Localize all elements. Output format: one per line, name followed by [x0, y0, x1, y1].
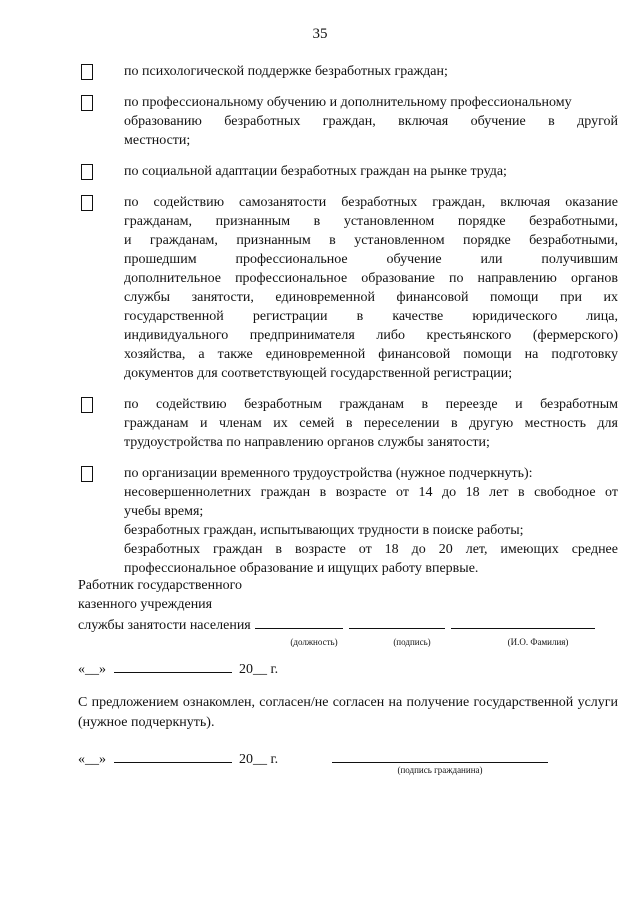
option-text: по организации временного трудоустройства (нужное подчеркнуть): несовершеннолетних граждан в возрасте от 14 до 18 лет в свободное от учебы время; безработных граждан, испытывающих трудности в поиске работы; безработных граждан в возрасте от 18 до 20 лет, имеющих среднее профессиональное образование и ищущих работу впервые.: [124, 466, 618, 576]
date-day: «__»: [78, 752, 106, 767]
option-relocation: [78, 395, 618, 452]
checkbox[interactable]: [81, 64, 93, 80]
full-name-field[interactable]: [451, 614, 595, 629]
option-professional-training: [78, 93, 618, 150]
date-year: 20__ г.: [239, 662, 279, 677]
full-name-caption: (И.О. Фамилия): [507, 637, 569, 647]
option-text: по содействию самозанятости безработных граждан, включая оказание гражданам, признанным в установленном порядке безработными, и гражданам, признанным в установленном порядке безработными, прошедшим профессиональное обучение или получившим дополнительное профессиональное образование по направлению органов службы занятости, единовременной финансовой помощи при их государственной регистрации в качестве юридического лица, индивидуального предпринимателя либо крестьянского (фермерского) хозяйства, а также единовременной финансовой помощи на подготовку документов для соответствующей государственной регистрации;: [124, 195, 618, 381]
date-year: 20__ г.: [239, 752, 279, 767]
worker-date: [78, 658, 278, 678]
worker-title-line-1: Работник государственного: [78, 578, 243, 593]
service-options-list: [78, 62, 618, 587]
option-social-adaptation: [78, 162, 618, 181]
citizen-signature: [332, 748, 548, 776]
option-temporary-employment: [78, 464, 618, 578]
date-month-field[interactable]: [114, 748, 232, 763]
option-text: по социальной адаптации безработных граждан на рынке труда;: [124, 164, 507, 179]
option-self-employment: [78, 193, 618, 383]
signature-caption: (подпись): [393, 637, 431, 647]
checkbox[interactable]: [81, 164, 93, 180]
worker-title-line-3: службы занятости населения: [78, 618, 251, 633]
citizen-signature-field[interactable]: [332, 748, 548, 763]
checkbox[interactable]: [81, 397, 93, 413]
worker-title-line-2: казенного учреждения: [78, 597, 213, 612]
checkbox[interactable]: [81, 95, 93, 111]
worker-signature-block: [78, 576, 618, 649]
position-field[interactable]: [255, 614, 343, 629]
page-number: 35: [312, 26, 328, 42]
date-month-field[interactable]: [114, 658, 232, 673]
position-caption: (должность): [290, 637, 338, 647]
checkbox[interactable]: [81, 466, 93, 482]
option-text: по профессиональному обучению и дополнительному профессиональному образованию безработных граждан, включая обучение в другой местности;: [124, 95, 618, 148]
signature-field[interactable]: [349, 614, 445, 629]
checkbox[interactable]: [81, 195, 93, 211]
option-text: по психологической поддержке безработных граждан;: [124, 64, 448, 79]
date-day: «__»: [78, 662, 106, 677]
consent-text: С предложением ознакомлен, согласен/не согласен на получение государственной услуги (нужное подчеркнуть).: [78, 695, 618, 730]
citizen-date: [78, 748, 278, 768]
option-text: по содействию безработным гражданам в переезде и безработным гражданам и членам их семей в переселении в другую местность для трудоустройства по направлению органов службы занятости;: [124, 397, 618, 450]
option-psychological-support: [78, 62, 618, 81]
citizen-signature-caption: (подпись гражданина): [397, 765, 483, 775]
